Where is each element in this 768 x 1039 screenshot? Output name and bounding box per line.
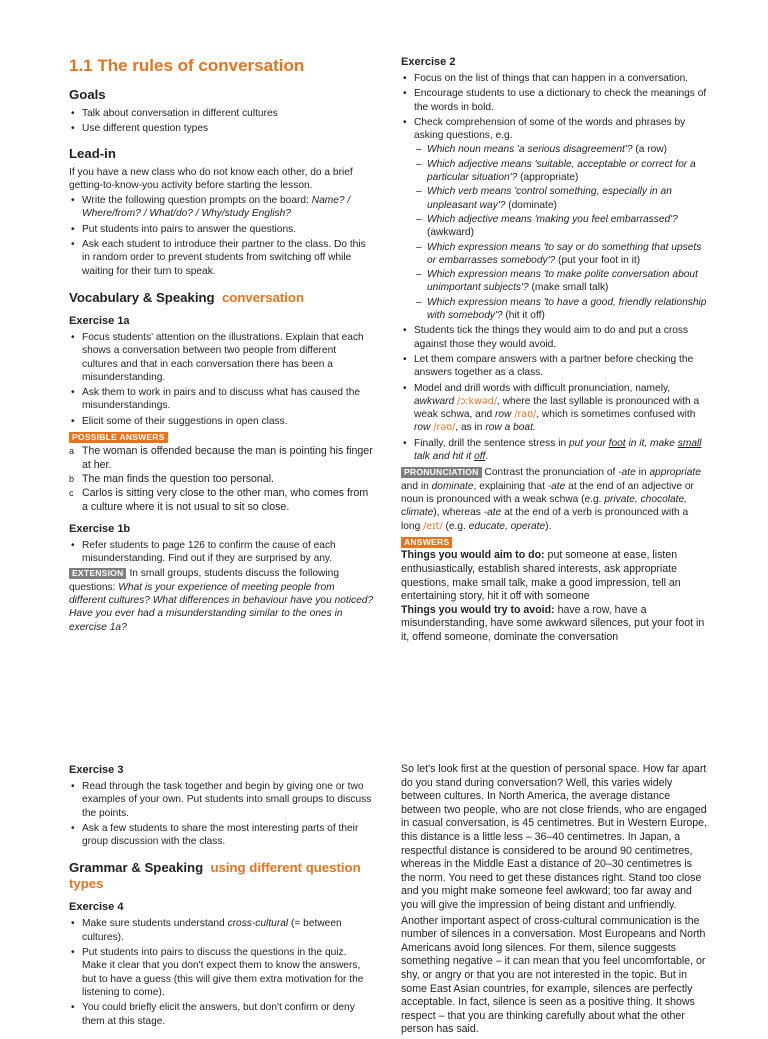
answer-text: The woman is offended because the man is pointing his finger at her. (82, 445, 373, 471)
answers-block (401, 536, 707, 645)
list-item: • Focus students' attention on the illustrations. Explain that each shows a conversation between two people from different cultures and that in each conversation there has been a misunderstanding. (69, 331, 374, 384)
ipa: /ɔːkwəd/ (457, 395, 498, 407)
list-item: • Read through the task together and begin by giving one or two examples of your own. Put students into small groups to discuss the points. (69, 780, 374, 820)
exercise-2-list (401, 72, 707, 463)
list-item (414, 143, 707, 156)
comprehension-text: Check comprehension of some of the words and phrases by asking questions, e.g. (414, 116, 686, 142)
answer-letter: c (69, 488, 74, 499)
term: row (495, 409, 512, 421)
list-item (414, 213, 707, 240)
exercise-1a-list (69, 331, 374, 428)
term: row (414, 422, 431, 434)
aim-label: Things you would aim to do: (401, 549, 545, 562)
extension-note (69, 567, 374, 633)
possible-answers-tag: POSSIBLE ANSWERS (69, 432, 168, 443)
vocab-heading-accent: conversation (221, 289, 305, 305)
list-item: • Refer students to page 126 to confirm the cause of each misunderstanding. Find out if they are surprised by any. (69, 539, 374, 566)
text: at the end of an adjective or noun is pronounced with a weak schwa (e.g. (401, 480, 694, 505)
grammar-heading (69, 860, 374, 892)
term: educate, operate (468, 520, 546, 532)
exercise-1b-list (69, 539, 374, 566)
list-item: • Elicit some of their suggestions in open class. (69, 415, 374, 428)
text: in (638, 467, 647, 479)
question: Which expression means 'to have a good, friendly relationship with somebody'? (427, 296, 707, 322)
exercise-1a-heading: Exercise 1a (69, 314, 130, 327)
question: Which adjective means 'suitable, acceptable or correct for a particular situation'? (427, 158, 696, 184)
question: Which noun means 'a serious disagreement'? (427, 144, 633, 156)
list-item: • Let them compare answers with a partner before checking the answers together as a class. (401, 353, 707, 380)
text: (= between cultures). (82, 918, 342, 943)
term: cross-cultural (227, 918, 289, 930)
term: -ate (618, 467, 636, 479)
answer-text: The man finds the question too personal. (82, 472, 274, 485)
pronunciation-tag: PRONUNCIATION (401, 467, 482, 478)
term: put your (568, 437, 606, 449)
answer: (a row) (632, 144, 668, 156)
aim-text: put someone at ease, listen enthusiastically, establish shared interests, ask appropriate questions, make small talk, make a good impression, tell an entertaining story, hit it off with someone (401, 549, 681, 603)
grammar-heading-main: Grammar & Speaking (69, 860, 204, 876)
text: (e.g. (445, 520, 466, 532)
avoid-answers (401, 604, 707, 645)
answer: (awkward) (427, 227, 474, 239)
list-item (69, 194, 374, 221)
grammar-heading-accent: using different question types (69, 860, 361, 892)
list-item: • Finally, drill the sentence stress in put your foot in it, make small talk and hit it off. (401, 437, 707, 464)
list-item (69, 445, 374, 472)
extension-questions: What is your experience of meeting people from different cultures? What differences in behaviour have you noticed? Have you ever had a misunderstanding similar to the ones in exercise 1a? (69, 581, 374, 633)
stressed-word: small (677, 437, 702, 449)
goals-heading: Goals (69, 87, 106, 102)
text: Finally, drill the sentence stress in (414, 437, 567, 449)
list-item (414, 296, 707, 323)
text: Model and drill words with difficult pronunciation, namely, (414, 382, 671, 394)
bottom-left-column (69, 763, 374, 1030)
list-item: • Ask each student to introduce their partner to the class. Do this in random order to prevent students from switching off while waiting for their turn to speak. (69, 238, 374, 278)
text: , where the last syllable is pronounced with a weak schwa, and (414, 395, 700, 421)
question: Which verb means 'control something, especially in an unpleasant way'? (427, 186, 672, 211)
pronunciation-note (401, 466, 707, 532)
answer: (dominate) (505, 199, 557, 211)
question: Which expression means 'to make polite conversation about unimportant subjects'? (427, 269, 698, 294)
list-item: • Students tick the things they would aim to do and put a cross against those they would avoid. (401, 324, 707, 351)
list-item: • Put students into pairs to discuss the questions in the quiz. Make it clear that you don't expect them to know the answers, but to have a guess (this will give them extra motivation for the listening to come). (69, 946, 374, 999)
list-item: • You could briefly elicit the answers, but don't confirm or deny them at this stage. (69, 1001, 374, 1028)
list-item (414, 268, 707, 295)
stressed-word: foot (608, 437, 626, 449)
exercise-2-heading: Exercise 2 (401, 56, 456, 68)
left-column (69, 55, 374, 636)
ipa: /eɪt/ (423, 520, 443, 532)
leadin-intro: If you have a new class who do not know each other, do a brief getting-to-know-you activity before starting the lesson. (69, 166, 353, 191)
answer-letter: b (69, 473, 75, 484)
list-item: • Ask a few students to share the most interesting parts of their group discussion with the class. (69, 822, 374, 849)
script-paragraph: Another important aspect of cross-cultural communication is the number of silences in a conversation. Most Europeans and North Americans avoid long silences. For them, silence suggests something negative – it can mean that you feel uncomfortable, or shy, or angry or that you are not interested in the topic. But in some East Asian countries, for example, silences are perfectly acceptable. In fact, silence is seen as a positive thing. It shows respect – that you are thinking carefully about what the other person has said. (401, 914, 706, 1036)
answer-letter: a (69, 446, 75, 457)
possible-answers (69, 431, 374, 514)
text: ). (545, 520, 552, 532)
leadin-heading: Lead-in (69, 145, 116, 161)
list-item (401, 382, 707, 435)
list-item: • Focus on the list of things that can happen in a conversation. (401, 72, 707, 85)
right-column (401, 55, 707, 645)
list-item: • Encourage students to use a dictionary to check the meanings of the words in bold. (401, 87, 707, 114)
list-item (69, 917, 374, 944)
list-item (69, 487, 374, 514)
leadin-bullet-text: Write the following question prompts on the board: (82, 195, 309, 207)
term: -ate (483, 507, 502, 519)
list-item: • Use different question types (69, 122, 374, 135)
answer: (make small talk) (528, 282, 609, 294)
term: awkward (414, 395, 455, 407)
list-item (401, 116, 707, 322)
question: Which adjective means 'making you feel embarrassed'? (427, 213, 678, 225)
stressed-word: off (474, 451, 486, 463)
aim-answers (401, 549, 707, 603)
text: , as in (455, 422, 483, 434)
vocab-heading (69, 290, 374, 306)
ipa: /rəʊ/ (433, 422, 456, 434)
comprehension-questions (414, 143, 707, 322)
avoid-label: Things you would try to avoid: (401, 603, 555, 616)
exercise-1b-heading: Exercise 1b (69, 522, 131, 535)
term: hit it (452, 451, 472, 463)
extension-tag: EXTENSION (69, 568, 126, 579)
text: Make sure students understand (82, 918, 225, 930)
text: and in (401, 480, 429, 492)
answer: (hit it off) (502, 310, 545, 322)
text: at the end of a verb is pronounced with a long (401, 507, 689, 532)
ipa: /raʊ/ (514, 409, 537, 421)
answer-text: Carlos is sitting very close to the other man, who comes from a culture where it is not usual to sit so close. (82, 487, 369, 513)
text: , explaining that (473, 480, 545, 492)
term: private, chocolate, climate (401, 493, 688, 519)
answer: (put your foot in it) (555, 254, 641, 266)
exercise-3-list (69, 780, 374, 848)
term: -ate (547, 480, 566, 492)
list-item (69, 473, 374, 486)
term: row a boat. (485, 422, 536, 434)
exercise-4-heading: Exercise 4 (69, 901, 124, 914)
term: in it, make (628, 437, 675, 449)
text: Contrast the pronunciation of (484, 467, 616, 479)
question: Which expression means 'to say or do something that upsets or embarrasses somebody'? (427, 241, 702, 266)
extension-text: In small groups, students discuss the following questions: (69, 568, 339, 593)
list-item (414, 185, 707, 212)
list-item: • Talk about conversation in different cultures (69, 107, 374, 120)
script-paragraph: So let's look first at the question of personal space. How far apart do you stand during conversation? Well, this varies widely between cultures. In North America, the average distance between two people, who are not close friends, who are engaged in casual conversation, is 45 centimetres. But in Western Europe, this distance is a little less – 36–40 centimetres. In Japan, a respectful distance is considered to be around 90 centimetres, whereas in the Middle East a distance of 20–30 centimetres is the norm. You need to get these distances right. Stand too close and you might make someone feel awkward; too far away and you will give the impression of being distant and unfriendly. (401, 763, 707, 911)
vocab-heading-main: Vocabulary & Speaking (69, 289, 215, 305)
list-item: • Ask them to work in pairs and to discuss what has caused the misunderstandings. (69, 386, 374, 413)
list-item: • Put students into pairs to answer the questions. (69, 223, 374, 236)
term: talk and (414, 451, 450, 463)
audio-script (401, 763, 707, 1039)
answer: (appropriate) (517, 172, 579, 184)
question-prompts: Name? / Where/from? / What/do? / Why/study English? (82, 195, 351, 220)
list-item (414, 158, 707, 185)
text: ), whereas (433, 507, 481, 519)
answers-list (69, 445, 374, 513)
term: dominate (431, 480, 474, 492)
leadin-list (69, 194, 374, 278)
list-item (414, 241, 707, 268)
term: appropriate (649, 467, 701, 479)
exercise-3-heading: Exercise 3 (69, 764, 124, 776)
lesson-title: 1.1 The rules of conversation (69, 56, 305, 75)
exercise-4-list (69, 917, 374, 1027)
answers-tag: ANSWERS (401, 537, 452, 548)
goals-list (69, 107, 374, 136)
text: , which is sometimes confused with (536, 409, 696, 421)
avoid-text: have a row, have a misunderstanding, have some awkward silences, put your foot in it, offend someone, dominate the conversation (401, 603, 705, 643)
